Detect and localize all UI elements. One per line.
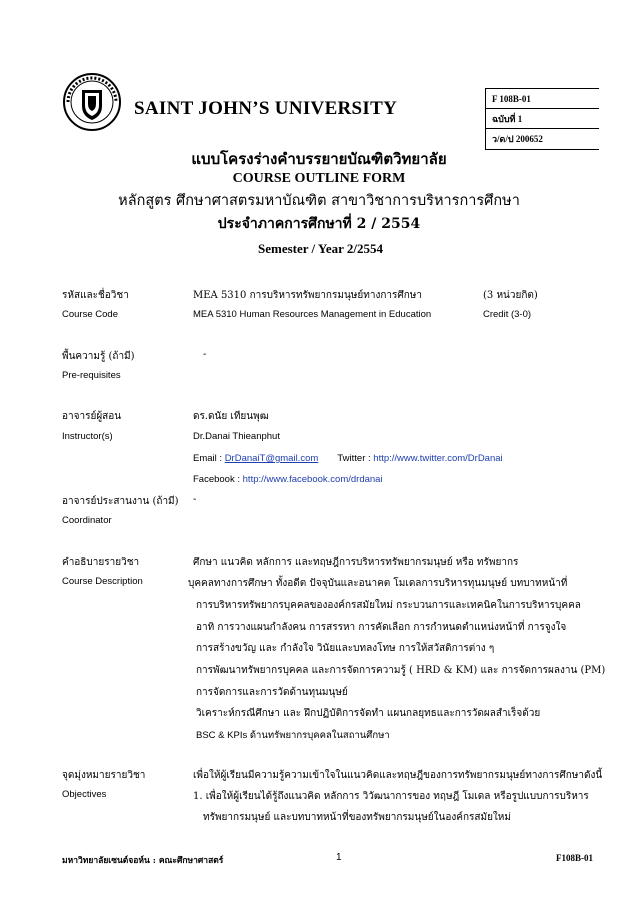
document-control-box <box>485 88 599 150</box>
instructor-name-en: Dr.Danai Thieanphut <box>193 431 280 442</box>
email-label: Email : <box>193 453 225 464</box>
description-line: การสร้างขวัญ และ กำลังใจ วินัยและบทลงโทษ การให้สวัสดิการต่าง ๆ <box>196 643 495 654</box>
objectives-label-en: Objectives <box>62 789 107 800</box>
course-value-th: MEA 5310 การบริหารทรัพยากรมนุษย์ทางการศึกษา <box>193 290 422 301</box>
facebook-label: Facebook : <box>193 474 243 485</box>
twitter-label: Twitter : <box>337 453 374 464</box>
instructor-name-th: ดร.ดนัย เทียนพุฒ <box>193 411 269 422</box>
description-label-en: Course Description <box>62 576 143 587</box>
footer-doc-code: F108B-01 <box>556 853 593 863</box>
facebook-link[interactable]: http://www.facebook.com/drdanai <box>242 474 383 485</box>
objectives-label-th: จุดมุ่งหมายรายวิชา <box>62 770 146 781</box>
university-name: SAINT JOHN’S UNIVERSITY <box>134 98 398 119</box>
prereq-value: - <box>203 349 207 360</box>
coordinator-label-th: อาจารย์ประสานงาน (ถ้ามี) <box>62 496 179 507</box>
objective-item-cont: ทรัพยากรมนุษย์ และบทบาทหน้าที่ของทรัพยากรมนุษย์ในองค์กรสมัยใหม่ <box>203 812 511 823</box>
prereq-label-en: Pre-requisites <box>62 370 121 381</box>
footer-institution: มหาวิทยาลัยเซนต์จอห์น : คณะศึกษาศาสตร์ <box>62 856 224 866</box>
english-form-title: COURSE OUTLINE FORM <box>232 171 406 186</box>
semester-th: ประจำภาคการศึกษาที่ 2 / 2554 <box>217 216 421 232</box>
description-line: วิเคราะห์กรณีศึกษา และ ฝึกปฏิบัติการจัดทำ แผนกลยุทธและการวัดผลสำเร็จด้วย <box>196 708 541 719</box>
credit-th: (3 หน่วยกิต) <box>483 290 538 301</box>
course-label-th: รหัสและชื่อวิชา <box>62 290 129 301</box>
course-label-en: Course Code <box>62 309 118 320</box>
objectives-intro: เพื่อให้ผู้เรียนมีความรู้ความเข้าใจในแนวคิดและทฤษฎีของการทรัพยากรมนุษย์ทางการศึกษาดังนี้ <box>193 770 603 781</box>
doc-issue: ฉบับที่ 1 <box>486 109 599 129</box>
facebook-row <box>193 474 383 485</box>
page-number: 1 <box>336 852 342 863</box>
instructor-label-en: Instructor(s) <box>62 431 113 442</box>
doc-date: ว/ด/ป 200652 <box>492 134 543 144</box>
description-line: การพัฒนาทรัพยากรบุคคล และการจัดการความรู้ ( HRD & KM) และ การจัดการผลงาน (PM) <box>196 665 606 676</box>
email-link[interactable]: DrDanaiT@gmail.com <box>224 453 319 464</box>
program-title: หลักสูตร ศึกษาศาสตรมหาบัณฑิต สาขาวิชาการบริหารการศึกษา <box>118 193 520 209</box>
description-line: อาทิ การวางแผนกำลังคน การสรรหา การคัดเลือก การกำหนดตำแหน่งหน้าที่ การจูงใจ <box>196 622 567 633</box>
instructor-contact-row <box>193 453 503 464</box>
description-line: BSC & KPIs ด้านทรัพยากรบุคคลในสถานศึกษา <box>196 730 390 741</box>
course-value-en: MEA 5310 Human Resources Management in Education <box>193 309 432 320</box>
description-line: ศึกษา แนวคิด หลักการ และทฤษฎีการบริหารทรัพยากรมนุษย์ หรือ ทรัพยากร <box>193 557 519 568</box>
prereq-label-th: พื้นความรู้ (ถ้ามี) <box>62 351 135 362</box>
coordinator-value: - <box>193 494 197 505</box>
coordinator-label-en: Coordinator <box>62 515 112 526</box>
description-line: บุคคลทางการศึกษา ทั้งอดีต ปัจจุบันและอนาคต โมเดลการบริหารทุนมนุษย์ บทบาทหน้าที่ <box>188 578 568 589</box>
description-line: การจัดการและการวัดด้านทุนมนุษย์ <box>196 687 348 698</box>
thai-form-title: แบบโครงร่างคำบรรยายบัณฑิตวิทยาลัย <box>191 150 447 168</box>
description-line: การบริหารทรัพยากรบุคคลขององค์กรสมัยใหม่ กระบวนการและเทคนิคในการบริหารบุคคล <box>196 600 581 611</box>
doc-code: F 108B-01 <box>486 89 599 109</box>
credit-en: Credit (3-0) <box>483 309 532 320</box>
instructor-label-th: อาจารย์ผู้สอน <box>62 411 122 422</box>
description-label-th: คำอธิบายรายวิชา <box>62 557 140 568</box>
twitter-link[interactable]: http://www.twitter.com/DrDanai <box>373 453 503 464</box>
university-seal-logo <box>62 72 122 132</box>
semester-en: Semester / Year 2/2554 <box>258 241 384 256</box>
objective-item: 1. เพื่อให้ผู้เรียนได้รู้ถึงแนวคิด หลักการ วิวัฒนาการของ ทฤษฎี โมเดล หรือรูปแบบการบริหาร <box>193 791 589 802</box>
